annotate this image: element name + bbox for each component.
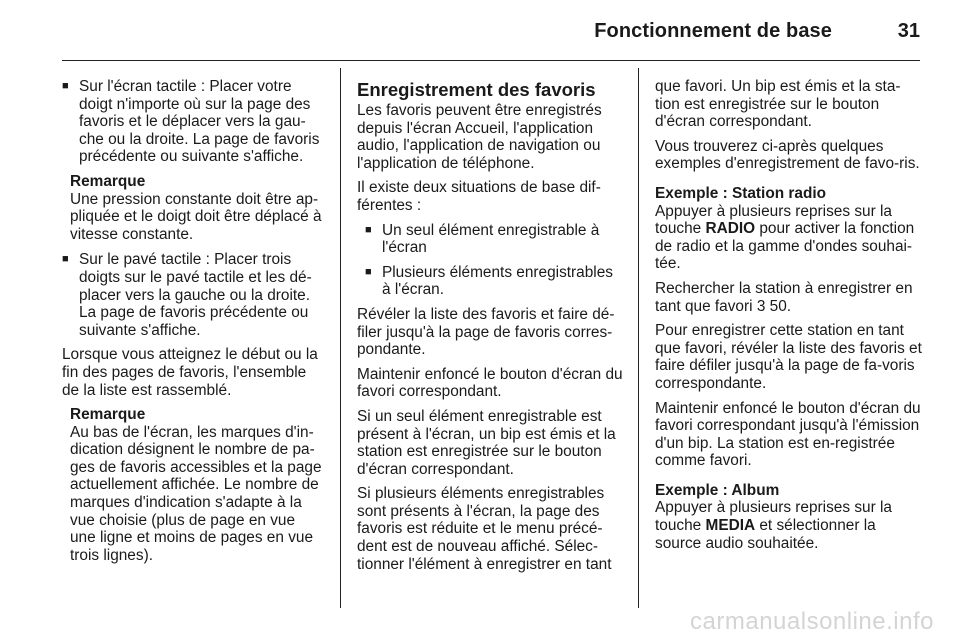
watermark: carmanualsonline.info — [690, 608, 934, 635]
page-ref-arrow-icon: 3 — [756, 297, 766, 315]
paragraph: Lorsque vous atteignez le début ou la fin des pages de favoris, l'ensemble de la liste est rassemblé. — [62, 346, 318, 399]
paragraph: Maintenir enfoncé le bouton d'écran du favori correspondant. — [357, 365, 623, 401]
bullet-icon: ■ — [62, 253, 69, 266]
paragraph — [655, 280, 923, 315]
bullet-icon: ■ — [365, 265, 372, 278]
list-item — [365, 264, 623, 299]
column-2 — [357, 78, 623, 580]
key-label: RADIO — [705, 220, 756, 238]
paragraph — [655, 499, 923, 552]
paragraph: Les favoris peuvent être enregistrés depuis l'écran Accueil, l'application audio, l'application de navigation ou l'application de téléphone. — [357, 102, 602, 172]
bullet-icon: ■ — [365, 223, 372, 236]
page-title: Fonctionnement de base — [594, 20, 832, 42]
column-1 — [62, 78, 324, 572]
header-divider — [62, 60, 920, 61]
column-3 — [655, 78, 923, 559]
paragraph: Si un seul élément enregistrable est présent à l'écran, un bip est émis et la station est enregistrée sur le bouton d'écran correspondant. — [357, 407, 616, 478]
bullet-text: Sur l'écran tactile : Placer votre doigt n'importe où sur la page des favoris et le déplacer vers la gau-che ou la droite. La page de favoris précédente ou suivante s'affiche. — [79, 78, 320, 166]
example-title: Exemple : Station radio — [655, 184, 827, 202]
bullet-text: Un seul élément enregistrable à l'écran — [382, 221, 600, 257]
paragraph: que favori. Un bip est émis et la sta-tion est enregistrée sur le bouton d'écran correspondant. — [655, 78, 901, 131]
paragraph: Si plusieurs éléments enregistrables sont présents à l'écran, la page des favoris est réduite et le menu précé-dent est de nouveau affiché. Sélec-tionner l'élément à enregistrer en tant — [357, 485, 612, 573]
bullet-icon: ■ — [62, 80, 69, 92]
column-divider-2 — [638, 68, 639, 608]
list-item — [62, 251, 324, 339]
paragraph: Pour enregistrer cette station en tant que favori, révéler la liste des favoris et faire défiler jusqu'à la page de fa-voris correspondante. — [655, 322, 922, 392]
page-header — [62, 20, 920, 60]
list-item — [62, 78, 324, 166]
remark-text: Au bas de l'écran, les marques d'in-dication désignent le nombre de pa-ges de favoris accessibles et la page actuellement affichée. Le nombre de marques d'indication s'adapte à la vue choisie (plus de page en vue une ligne et moins de pages en vue trois lignes). — [70, 423, 322, 564]
section-heading: Enregistrement des favoris — [357, 79, 596, 100]
example-title: Exemple : Album — [655, 481, 780, 499]
page-ref: 50. — [765, 297, 792, 315]
bullet-text: Plusieurs éléments enregistrables à l'écran. — [382, 263, 613, 299]
remark-note — [70, 406, 324, 564]
page-number: 31 — [897, 20, 920, 42]
bullet-text: Sur le pavé tactile : Placer trois doigts sur le pavé tactile et les dé-placer vers la gauche ou la droite. La page de favoris précédente ou suivante s'affiche. — [79, 251, 312, 339]
column-divider-1 — [340, 68, 341, 608]
text: Rechercher la station à enregistrer en tant que favori — [655, 279, 913, 315]
text: Appuyer à plusieurs reprises sur la touche — [655, 499, 892, 535]
paragraph: Maintenir enfoncé le bouton d'écran du favori correspondant jusqu'à l'émission d'un bip. La station est en-registrée comme favori. — [655, 399, 921, 470]
text: pour activer la fonction de radio et la gamme d'ondes souhai-tée. — [655, 220, 915, 273]
list-item — [365, 222, 623, 257]
text: et sélectionner la source audio souhaitée. — [655, 517, 876, 552]
remark-note — [70, 173, 324, 243]
remark-title: Remarque — [70, 406, 146, 424]
paragraph: Il existe deux situations de base dif-férentes : — [357, 179, 601, 214]
key-label: MEDIA — [705, 517, 756, 535]
paragraph — [655, 203, 923, 273]
remark-title: Remarque — [70, 172, 146, 190]
paragraph: Vous trouverez ci-après quelques exemples d'enregistrement de favo-ris. — [655, 137, 920, 173]
text: Appuyer à plusieurs reprises sur la touche — [655, 202, 892, 238]
paragraph: Révéler la liste des favoris et faire dé-filer jusqu'à la page de favoris corres-pondante. — [357, 305, 615, 359]
remark-text: Une pression constante doit être ap-pliquée et le doigt doit être déplacé à vitesse constante. — [70, 190, 322, 243]
